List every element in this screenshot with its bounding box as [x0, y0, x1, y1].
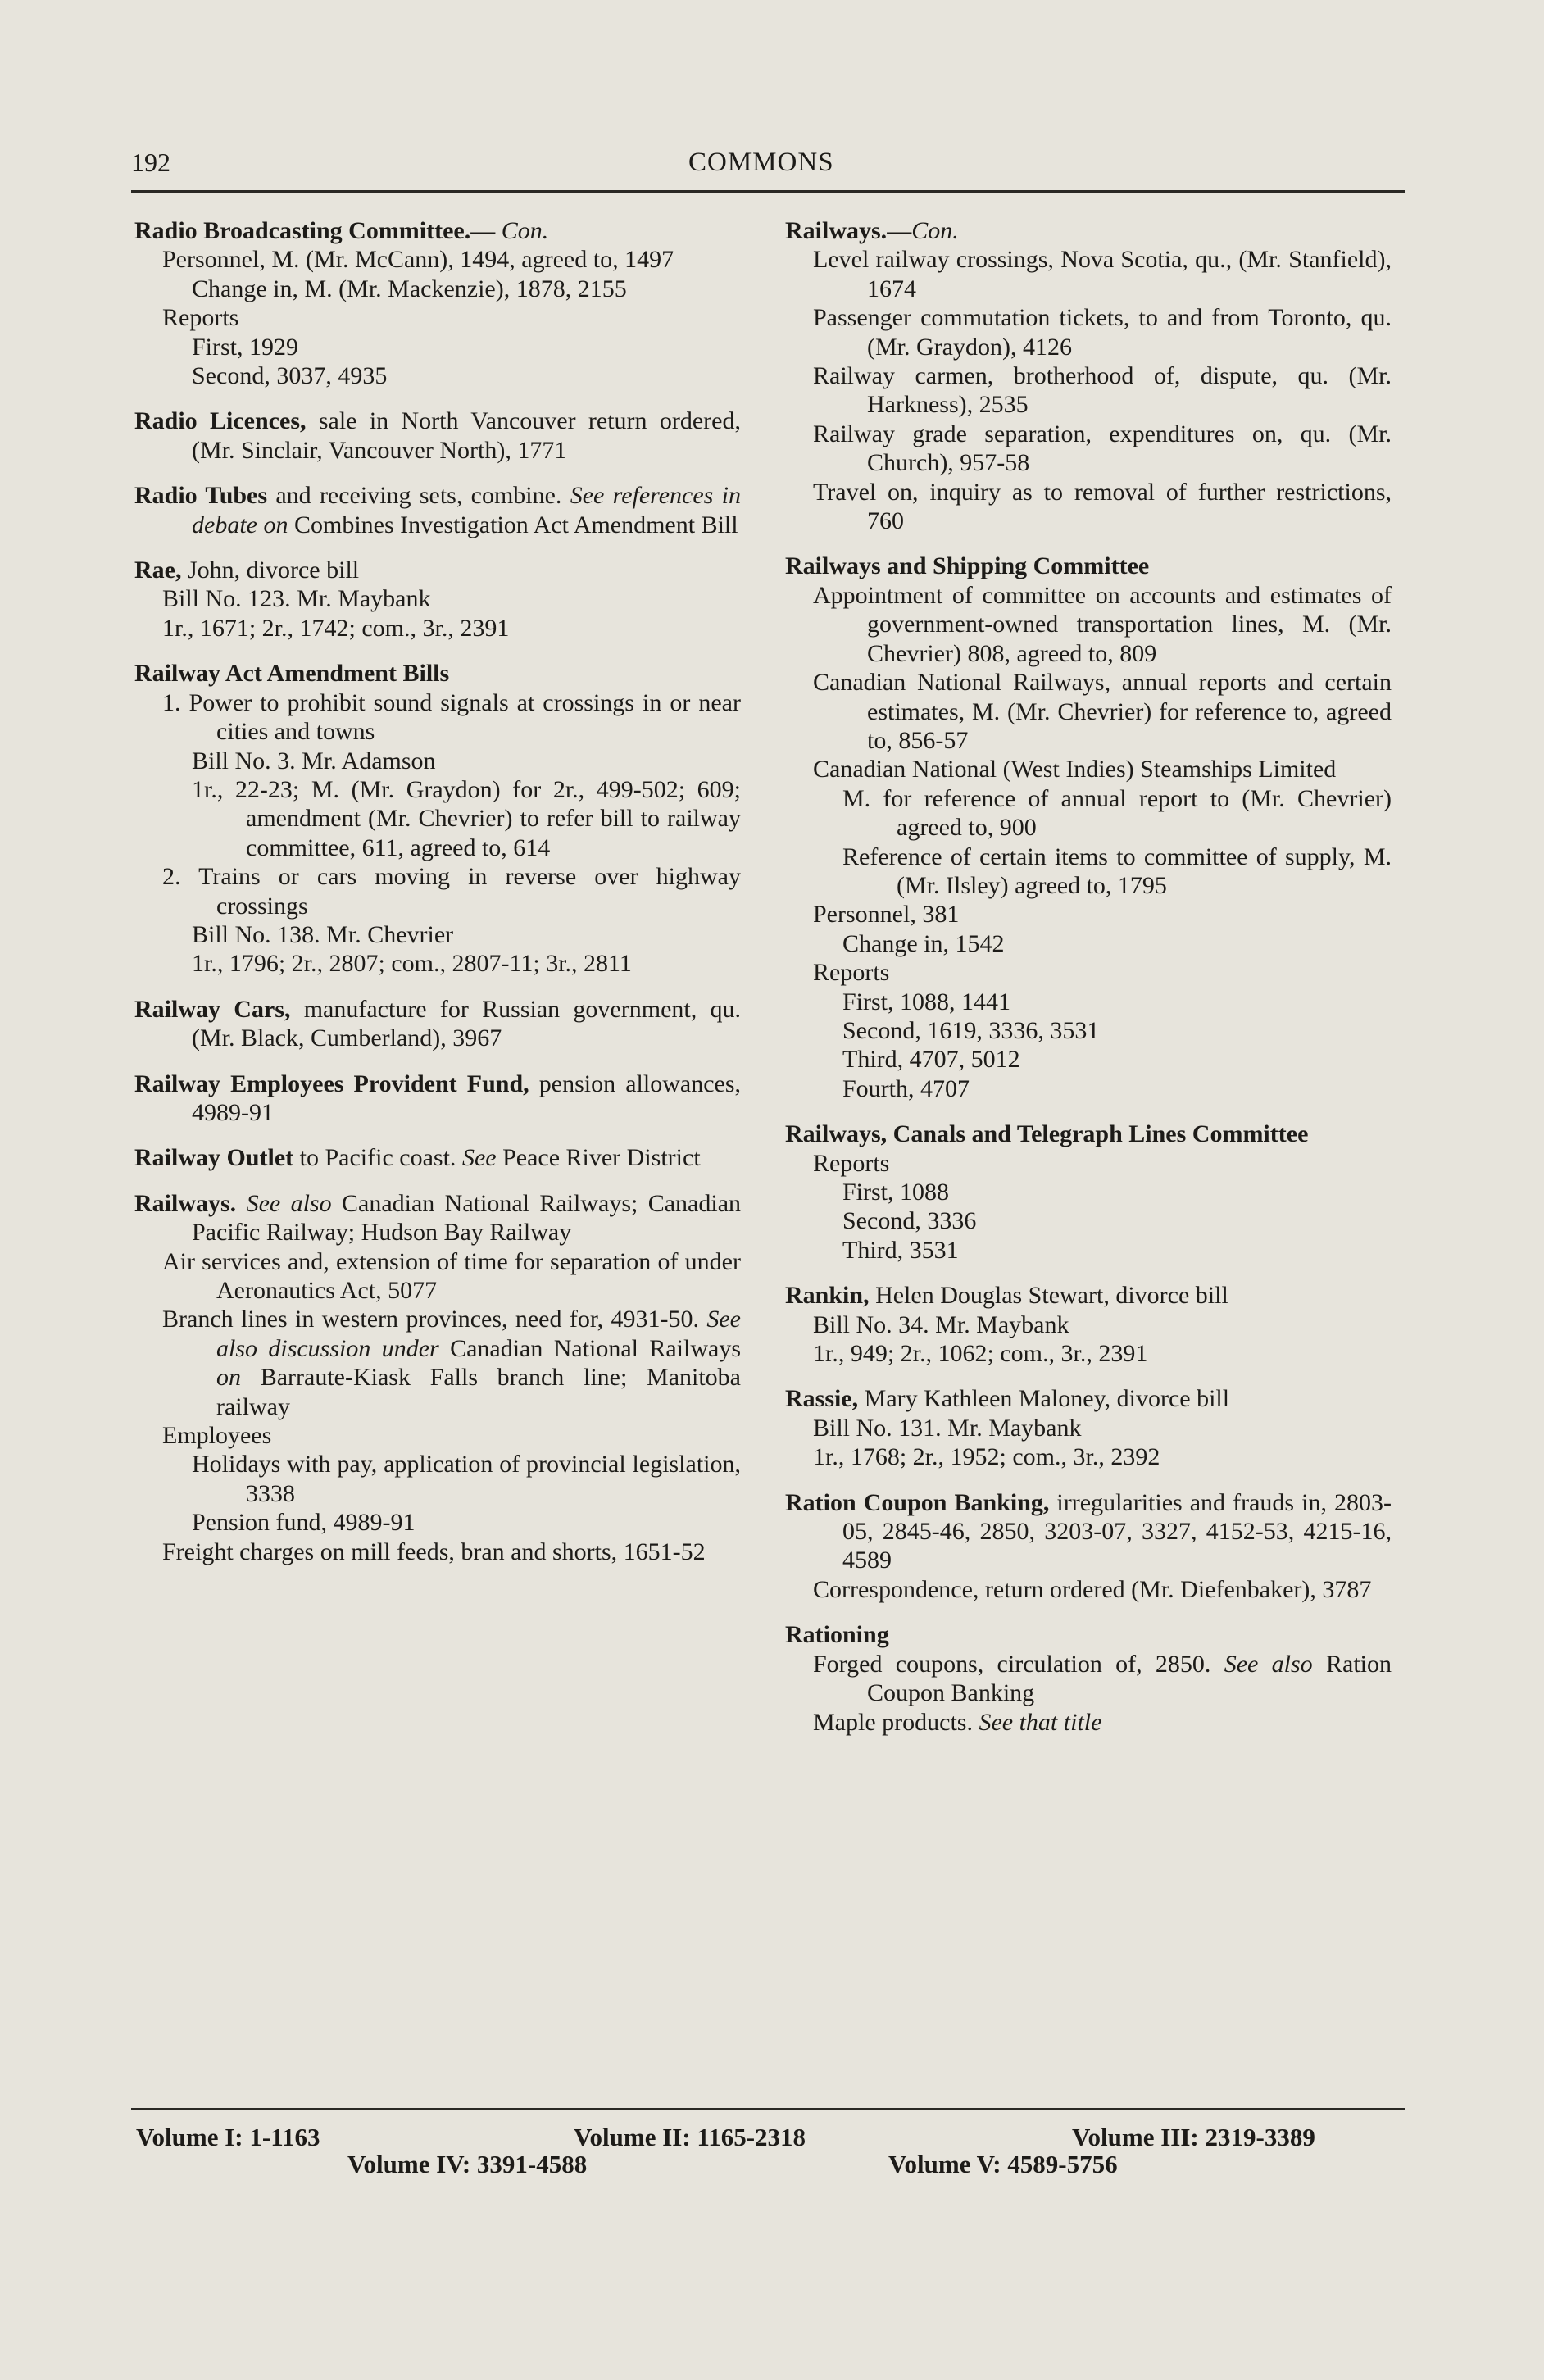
entry-text: Personnel, 381 — [813, 901, 960, 929]
entry-italic: See also discussion under — [216, 1306, 741, 1362]
index-entry — [785, 1620, 1392, 1737]
entry-subline — [192, 275, 741, 303]
index-entry — [785, 1281, 1392, 1368]
entry-heading — [134, 1070, 741, 1128]
entry-italic: on — [216, 1364, 241, 1392]
entry-text: Bill No. 138. Mr. Chevrier — [192, 920, 454, 948]
entry-text: irregularities and frauds in, 2803-05, 2845-46, 2850, 3203-07, 3327, 4152-53, 4215-16, 4589 — [842, 1488, 1392, 1574]
entry-term: Rankin, — [785, 1282, 870, 1310]
entry-text: 1r., 22-23; M. (Mr. Graydon) for 2r., 499-502; 609; amendment (Mr. Chevrier) to refer bill to railway committee, 611, agreed to, 614 — [192, 775, 741, 861]
entry-text: 1r., 1796; 2r., 2807; com., 2807-11; 3r., 2811 — [192, 950, 632, 978]
entry-text: Level railway crossings, Nova Scotia, qu., (Mr. Stanfield), 1674 — [813, 246, 1392, 302]
entry-text: Third, 3531 — [842, 1236, 959, 1264]
entry-subline — [842, 929, 1392, 958]
entry-heading — [134, 1189, 741, 1247]
entry-subline — [813, 1339, 1392, 1368]
entry-text: Change in, 1542 — [842, 929, 1005, 957]
entry-subline — [162, 1421, 741, 1450]
entry-subline — [162, 303, 741, 332]
entry-subline — [813, 1414, 1392, 1442]
volume-3-range: Volume III: 2319-3389 — [1072, 2123, 1315, 2151]
entry-text: Second, 3336 — [842, 1207, 977, 1235]
index-entry — [785, 1384, 1392, 1471]
entry-heading — [134, 556, 741, 584]
entry-text: Ration Coupon Banking — [867, 1650, 1392, 1707]
entry-text: Correspondence, return ordered (Mr. Diefenbaker), 3787 — [813, 1575, 1372, 1603]
entry-text: Bill No. 3. Mr. Adamson — [192, 747, 436, 774]
entry-text: Freight charges on mill feeds, bran and shorts, 1651-52 — [162, 1537, 706, 1565]
entry-subline — [192, 747, 741, 775]
entry-text: Reference of certain items to committee of supply, M. (Mr. Ilsley) agreed to, 1795 — [842, 843, 1392, 899]
entry-text: Mary Kathleen Maloney, divorce bill — [858, 1385, 1230, 1413]
index-entry — [134, 1070, 741, 1128]
entry-text: Railway carmen, brotherhood of, dispute, qu. (Mr. Harkness), 2535 — [813, 362, 1392, 419]
entry-italic: See also — [246, 1189, 332, 1217]
entry-italic: See that title — [979, 1708, 1102, 1736]
entry-heading — [134, 481, 741, 539]
entry-text: Pension fund, 4989-91 — [192, 1509, 416, 1537]
index-entry — [785, 1120, 1392, 1265]
entry-text: 1. Power to prohibit sound signals at crossings in or near cities and towns — [162, 688, 741, 746]
entry-text: Holidays with pay, application of provincial legislation, 3338 — [192, 1451, 741, 1507]
entry-text: Personnel, M. (Mr. McCann), 1494, agreed to, 1497 — [162, 246, 674, 274]
entry-italic: Con. — [501, 217, 549, 244]
entry-text: M. for reference of annual report to (Mr. Chevrier) agreed to, 900 — [842, 784, 1392, 842]
entry-text: Branch lines in western provinces, need for, 4931-50. — [162, 1306, 707, 1333]
entry-heading — [134, 659, 741, 688]
entry-italic: See — [461, 1144, 497, 1172]
entry-text: Maple products. — [813, 1708, 979, 1736]
entry-subline — [813, 958, 1392, 987]
volume-4-range: Volume IV: 3391-4588 — [347, 2150, 588, 2178]
entry-term: Railways and Shipping Committee — [785, 552, 1150, 580]
entry-text: 2. Trains or cars moving in reverse over highway crossings — [162, 863, 741, 920]
entry-heading — [134, 995, 741, 1053]
entry-term: Railways. — [785, 217, 888, 244]
entry-text: Employees — [162, 1422, 272, 1450]
index-entry — [134, 995, 741, 1053]
entry-subline — [162, 245, 741, 274]
entry-subline — [842, 1236, 1392, 1265]
entry-subline — [192, 1450, 741, 1508]
entry-text: Railway grade separation, expenditures on, qu. (Mr. Church), 957-58 — [813, 420, 1392, 477]
entry-heading — [785, 1120, 1392, 1148]
entry-text: manufacture for Russian government, qu. (Mr. Black, Cumberland), 3967 — [192, 995, 741, 1052]
entry-text: Canadian National Railways; Canadian Pacific Railway; Hudson Bay Railway — [192, 1189, 742, 1247]
entry-term: Railway Cars, — [134, 995, 291, 1023]
entry-text: Combines Investigation Act Amendment Bill — [288, 511, 738, 538]
volume-1-range: Volume I: 1-1163 — [136, 2123, 320, 2151]
left-column — [134, 216, 741, 1583]
entry-text: 1r., 949; 2r., 1062; com., 3r., 2391 — [813, 1340, 1148, 1368]
index-entry — [134, 659, 741, 978]
index-entry — [134, 1189, 741, 1566]
entry-subline — [192, 775, 741, 862]
entry-text: Bill No. 131. Mr. Maybank — [813, 1414, 1082, 1442]
entry-heading — [785, 1488, 1392, 1575]
entry-text: Bill No. 123. Mr. Maybank — [162, 585, 431, 613]
entry-text: Second, 3037, 4935 — [192, 362, 388, 390]
entry-text: to Pacific coast. — [293, 1144, 462, 1172]
entry-text: Appointment of committee on accounts and estimates of government-owned transportation lines, M. (Mr. Chevrier) 808, agreed to, 809 — [813, 581, 1392, 667]
entry-subline — [162, 614, 741, 643]
page-title: COMMONS — [688, 148, 834, 177]
entry-subline — [813, 1149, 1392, 1178]
entry-term: Railways. — [134, 1189, 237, 1217]
entry-subline — [842, 1206, 1392, 1235]
entry-subline — [842, 1016, 1392, 1045]
entry-term: Railway Act Amendment Bills — [134, 660, 450, 688]
entry-subline — [813, 420, 1392, 478]
entry-text: Reports — [813, 959, 890, 987]
entry-text: — — [887, 217, 912, 244]
entry-heading — [134, 216, 741, 245]
entry-text: sale in North Vancouver return ordered, (Mr. Sinclair, Vancouver North), 1771 — [192, 407, 741, 464]
index-entry — [134, 407, 741, 465]
entry-subline — [813, 245, 1392, 303]
entry-term: Radio Broadcasting Committee. — [134, 217, 471, 244]
entry-text: Canadian National (West Indies) Steamships Limited — [813, 756, 1337, 783]
entry-subline — [192, 949, 741, 978]
entry-subline — [813, 1708, 1392, 1737]
entry-italic: See also — [1224, 1650, 1313, 1678]
entry-text: Bill No. 34. Mr. Maybank — [813, 1310, 1069, 1338]
entry-text: Reports — [162, 304, 239, 332]
entry-text: Forged coupons, circulation of, 2850. — [813, 1650, 1224, 1678]
volume-2-range: Volume II: 1165-2318 — [574, 2123, 806, 2151]
entry-text: Passenger commutation tickets, to and from Toronto, qu. (Mr. Graydon), 4126 — [813, 304, 1392, 361]
entry-italic: See references in debate on — [192, 482, 741, 538]
entry-term: Radio Tubes — [134, 482, 268, 510]
header-rule — [131, 190, 1405, 193]
entry-text: Fourth, 4707 — [842, 1074, 970, 1102]
entry-subline — [813, 1310, 1392, 1339]
entry-subline — [842, 784, 1392, 843]
entry-text: 1r., 1768; 2r., 1952; com., 3r., 2392 — [813, 1443, 1160, 1471]
entry-subline — [192, 920, 741, 949]
index-entry — [134, 216, 741, 390]
entry-term: Railway Outlet — [134, 1144, 294, 1172]
entry-subline — [192, 333, 741, 361]
entry-subline — [842, 1178, 1392, 1206]
entry-text: Air services and, extension of time for separation of under Aeronautics Act, 5077 — [162, 1247, 741, 1304]
entry-term: Railways, Canals and Telegraph Lines Committee — [785, 1120, 1309, 1148]
entry-subline — [162, 1305, 741, 1421]
entry-subline — [162, 688, 741, 747]
index-entry — [134, 1143, 741, 1172]
entry-heading — [134, 407, 741, 465]
entry-heading — [785, 552, 1392, 580]
entry-subline — [813, 581, 1392, 668]
entry-text: First, 1088 — [842, 1179, 950, 1206]
entry-subline — [813, 1650, 1392, 1708]
index-entry — [785, 1488, 1392, 1605]
entry-term: Ration Coupon Banking, — [785, 1488, 1050, 1516]
entry-text: First, 1088, 1441 — [842, 988, 1011, 1015]
volume-5-range: Volume V: 4589-5756 — [888, 2150, 1118, 2178]
index-entry — [785, 552, 1392, 1103]
entry-subline — [842, 1074, 1392, 1103]
right-column — [785, 216, 1392, 1753]
entry-term: Rassie, — [785, 1385, 859, 1413]
entry-heading — [785, 1384, 1392, 1413]
entry-subline — [842, 988, 1392, 1016]
entry-text: Canadian National Railways — [438, 1334, 742, 1362]
index-entry — [785, 216, 1392, 535]
entry-subline — [813, 478, 1392, 536]
entry-subline — [162, 584, 741, 613]
volume-footer — [131, 2123, 1405, 2177]
entry-text: John, divorce bill — [181, 556, 360, 584]
entry-italic: Con. — [911, 217, 959, 244]
entry-term: Railway Employees Provident Fund, — [134, 1070, 529, 1097]
entry-text: First, 1929 — [192, 333, 299, 361]
entry-term: Rae, — [134, 556, 182, 584]
entry-heading — [785, 1281, 1392, 1310]
entry-text: Peace River District — [496, 1144, 701, 1172]
page-number: 192 — [131, 148, 170, 177]
entry-text: pension allowances, 4989-91 — [192, 1070, 741, 1126]
entry-term: Rationing — [785, 1621, 889, 1649]
index-entry — [134, 556, 741, 643]
entry-text: Canadian National Railways, annual reports and certain estimates, M. (Mr. Chevrier) for reference to, agreed to, 856-57 — [813, 669, 1392, 754]
entry-heading — [134, 1143, 741, 1172]
entry-subline — [162, 1247, 741, 1306]
entry-subline — [162, 1537, 741, 1566]
entry-heading — [785, 216, 1392, 245]
entry-heading — [785, 1620, 1392, 1649]
entry-text: Second, 1619, 3336, 3531 — [842, 1016, 1100, 1044]
entry-subline — [162, 862, 741, 920]
entry-subline — [192, 1508, 741, 1537]
entry-text: Change in, M. (Mr. Mackenzie), 1878, 2155 — [192, 275, 627, 302]
entry-text — [236, 1190, 246, 1217]
entry-subline — [842, 843, 1392, 901]
entry-text: 1r., 1671; 2r., 1742; com., 3r., 2391 — [162, 614, 510, 642]
entry-subline — [842, 1045, 1392, 1074]
entry-text: Barraute-Kiask Falls branch line; Manitoba railway — [216, 1364, 741, 1420]
entry-subline — [813, 1575, 1392, 1604]
entry-text: Helen Douglas Stewart, divorce bill — [869, 1282, 1228, 1310]
index-entry — [134, 481, 741, 539]
entry-text: Third, 4707, 5012 — [842, 1046, 1020, 1074]
entry-text: Reports — [813, 1149, 890, 1177]
entry-term: Radio Licences, — [134, 407, 307, 435]
entry-text: — — [470, 217, 502, 244]
entry-subline — [813, 303, 1392, 361]
footer-rule — [131, 2108, 1405, 2110]
entry-text: and receiving sets, combine. — [267, 482, 570, 510]
entry-subline — [813, 668, 1392, 755]
entry-subline — [813, 1442, 1392, 1471]
entry-subline — [813, 361, 1392, 420]
entry-subline — [192, 361, 741, 390]
entry-subline — [813, 900, 1392, 929]
entry-text: Travel on, inquiry as to removal of further restrictions, 760 — [813, 478, 1392, 535]
entry-subline — [813, 755, 1392, 783]
